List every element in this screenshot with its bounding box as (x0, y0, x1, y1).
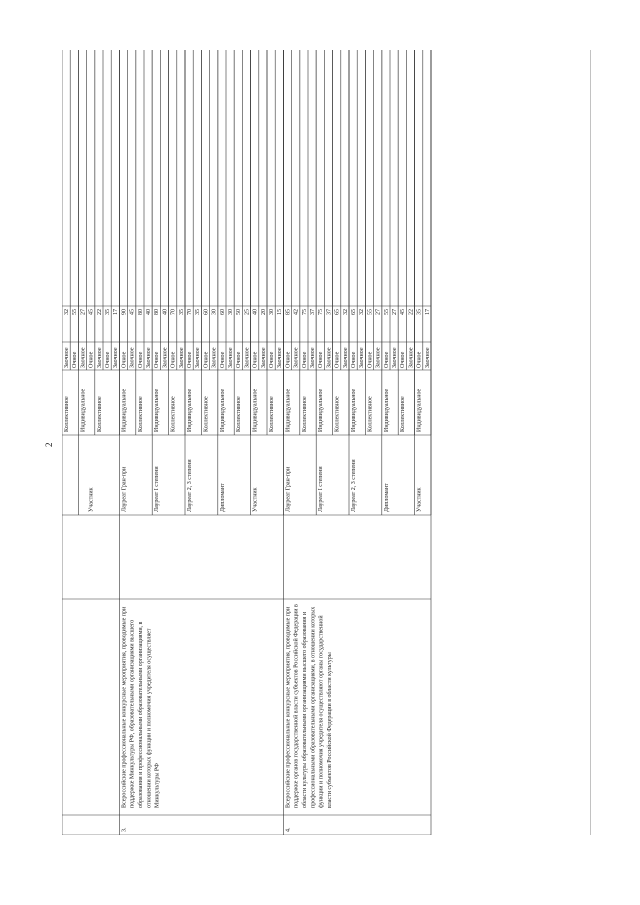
value-cell: 35 (105, 309, 111, 315)
form-cell: Очное (187, 351, 193, 368)
group-kind-label: Индивидуальное (285, 388, 292, 432)
value-cell: 40 (252, 309, 259, 315)
section-number: 4. (285, 827, 292, 832)
value-cell: 15 (277, 309, 284, 315)
value-cell: 37 (310, 309, 316, 315)
award-title: Лауреат 2, 3 степени (187, 459, 193, 512)
awards-table (62, 50, 591, 835)
group-kind-label: Индивидуальное (219, 388, 226, 432)
group-kind-label: Коллективное (96, 396, 103, 432)
value-cell: 40 (162, 309, 169, 315)
value-cell: 27 (80, 309, 87, 315)
value-cell: 45 (88, 309, 95, 315)
form-cell: Заочное (96, 347, 103, 368)
value-cell: 70 (170, 309, 177, 315)
group-kind-label: Индивидуальное (252, 388, 259, 432)
form-cell: Очное (219, 351, 226, 368)
page-number: 2 (44, 442, 54, 447)
value-cell: 32 (64, 309, 70, 315)
form-cell: Заочное (424, 347, 431, 368)
value-cell: 65 (351, 309, 357, 315)
group-kind-label: Коллективное (170, 396, 177, 432)
form-cell: Заочное (162, 347, 169, 368)
group-kind-label: Коллективное (64, 396, 70, 432)
award-title: Лауреат Гран-при (121, 466, 128, 512)
form-cell: Очное (351, 351, 357, 368)
participant-label: Участник (88, 487, 95, 512)
section-description: Всероссийские профессиональные конкурсные мероприятия, проводимые при поддержке органов государственной власти субъектов Российской Федерации в области культуры образовательными организациями высшего образования и профессиональными образовательными организациями, в отношении которых функции и полномочия учредителя осуществляют органы государственной власти субъектов Российской Федерации в области культуры (285, 604, 333, 808)
group-kind-label: Коллективное (137, 396, 144, 432)
form-cell: Очное (318, 351, 325, 368)
value-cell: 32 (342, 309, 349, 315)
value-cell: 25 (244, 309, 251, 315)
group-kind-label: Коллективное (301, 396, 308, 432)
form-cell: Заочное (277, 347, 284, 368)
value-cell: 55 (367, 309, 374, 315)
form-cell: Очное (72, 351, 79, 368)
value-cell: 37 (326, 309, 333, 315)
value-cell: 50 (236, 309, 243, 315)
value-cell: 80 (137, 309, 144, 315)
section-description: Всероссийские профессиональные конкурсные мероприятия, проводимые при поддержке Минкультуры РФ, образовательными организациями высшего образования и профессиональными образовательными организациями, в отношении которых функции и полномочия учредителя осуществляет Минкультуры РФ (121, 606, 161, 808)
value-cell: 55 (72, 309, 79, 315)
award-title: Лауреат I степени (154, 466, 161, 512)
award-title: Участник (416, 487, 423, 512)
group-kind-label: Индивидуальное (187, 388, 193, 432)
form-cell: Очное (334, 351, 341, 368)
form-cell: Заочное (80, 347, 87, 368)
form-cell: Заочное (146, 347, 152, 368)
value-cell: 20 (260, 309, 267, 315)
form-cell: Очное (416, 351, 423, 368)
form-cell: Заочное (211, 347, 218, 368)
group-kind-label: Индивидуальное (351, 388, 357, 432)
form-cell: Очное (269, 351, 275, 368)
value-cell: 75 (301, 309, 308, 315)
group-kind-label: Коллективное (203, 396, 210, 432)
group-kind-label: Коллективное (334, 396, 341, 432)
value-cell: 45 (400, 309, 407, 315)
group-kind-label: Коллективное (367, 396, 374, 432)
group-kind-label: Коллективное (400, 396, 407, 432)
form-cell: Заочное (228, 347, 234, 368)
value-cell: 60 (203, 309, 210, 315)
form-cell: Очное (203, 351, 210, 368)
form-cell: Очное (170, 351, 177, 368)
form-cell: Очное (367, 351, 374, 368)
award-title: Участник (252, 487, 259, 512)
group-kind-label: Индивидуальное (80, 388, 87, 432)
form-cell: Очное (154, 351, 161, 368)
award-title: Лауреат Гран-при (285, 466, 292, 512)
value-cell: 22 (96, 309, 103, 315)
form-cell: Заочное (359, 347, 366, 368)
section-number: 3. (121, 827, 128, 832)
value-cell: 75 (318, 309, 325, 315)
group-kind-label: Индивидуальное (121, 388, 128, 432)
rotated-table (62, 50, 591, 835)
form-cell: Заочное (293, 347, 300, 368)
form-cell: Очное (236, 351, 243, 368)
form-cell: Заочное (342, 347, 349, 368)
value-cell: 60 (219, 309, 226, 315)
group-kind-label: Коллективное (269, 396, 275, 432)
form-cell: Заочное (260, 347, 267, 368)
award-title: Дипломант (383, 483, 390, 512)
form-cell: Заочное (392, 347, 398, 368)
value-cell: 40 (146, 309, 152, 315)
group-kind-label: Индивидуальное (383, 388, 390, 432)
group-kind-label: Индивидуальное (318, 388, 325, 432)
form-cell: Очное (301, 351, 308, 368)
value-cell: 35 (416, 309, 423, 315)
form-cell: Очное (400, 351, 407, 368)
form-cell: Очное (383, 351, 390, 368)
award-title: Лауреат I степени (318, 466, 325, 512)
value-cell: 17 (113, 309, 120, 315)
value-cell: 35 (178, 309, 185, 315)
value-cell: 85 (285, 309, 292, 315)
value-cell: 55 (383, 309, 390, 315)
form-cell: Очное (285, 351, 292, 368)
form-cell: Заочное (326, 347, 333, 368)
value-cell: 32 (359, 309, 366, 315)
form-cell: Заочное (64, 347, 70, 368)
form-cell: Очное (252, 351, 259, 368)
form-cell: Очное (121, 351, 128, 368)
value-cell: 27 (375, 309, 382, 315)
value-cell: 35 (195, 309, 202, 315)
group-kind-label: Коллективное (236, 396, 243, 432)
value-cell: 30 (211, 309, 218, 315)
value-cell: 42 (293, 309, 300, 315)
value-cell: 70 (187, 309, 193, 315)
value-cell: 27 (392, 309, 398, 315)
value-cell: 30 (228, 309, 234, 315)
value-cell: 17 (424, 309, 431, 315)
value-cell: 80 (154, 309, 161, 315)
award-title: Лауреат 2, 3 степени (351, 459, 357, 512)
form-cell: Заочное (375, 347, 382, 368)
value-cell: 22 (408, 309, 415, 315)
form-cell: Заочное (408, 347, 415, 368)
value-cell: 30 (269, 309, 275, 315)
group-kind-label: Индивидуальное (416, 388, 423, 432)
form-cell: Очное (88, 351, 95, 368)
form-cell: Заочное (178, 347, 185, 368)
value-cell: 65 (334, 309, 341, 315)
form-cell: Заочное (244, 347, 251, 368)
value-cell: 45 (129, 309, 136, 315)
form-cell: Очное (105, 351, 111, 368)
form-cell: Заочное (129, 347, 136, 368)
award-title: Дипломант (219, 483, 226, 512)
form-cell: Заочное (195, 347, 202, 368)
form-cell: Заочное (113, 347, 120, 368)
form-cell: Заочное (310, 347, 316, 368)
form-cell: Очное (137, 351, 144, 368)
value-cell: 90 (121, 309, 128, 315)
group-kind-label: Индивидуальное (154, 388, 161, 432)
